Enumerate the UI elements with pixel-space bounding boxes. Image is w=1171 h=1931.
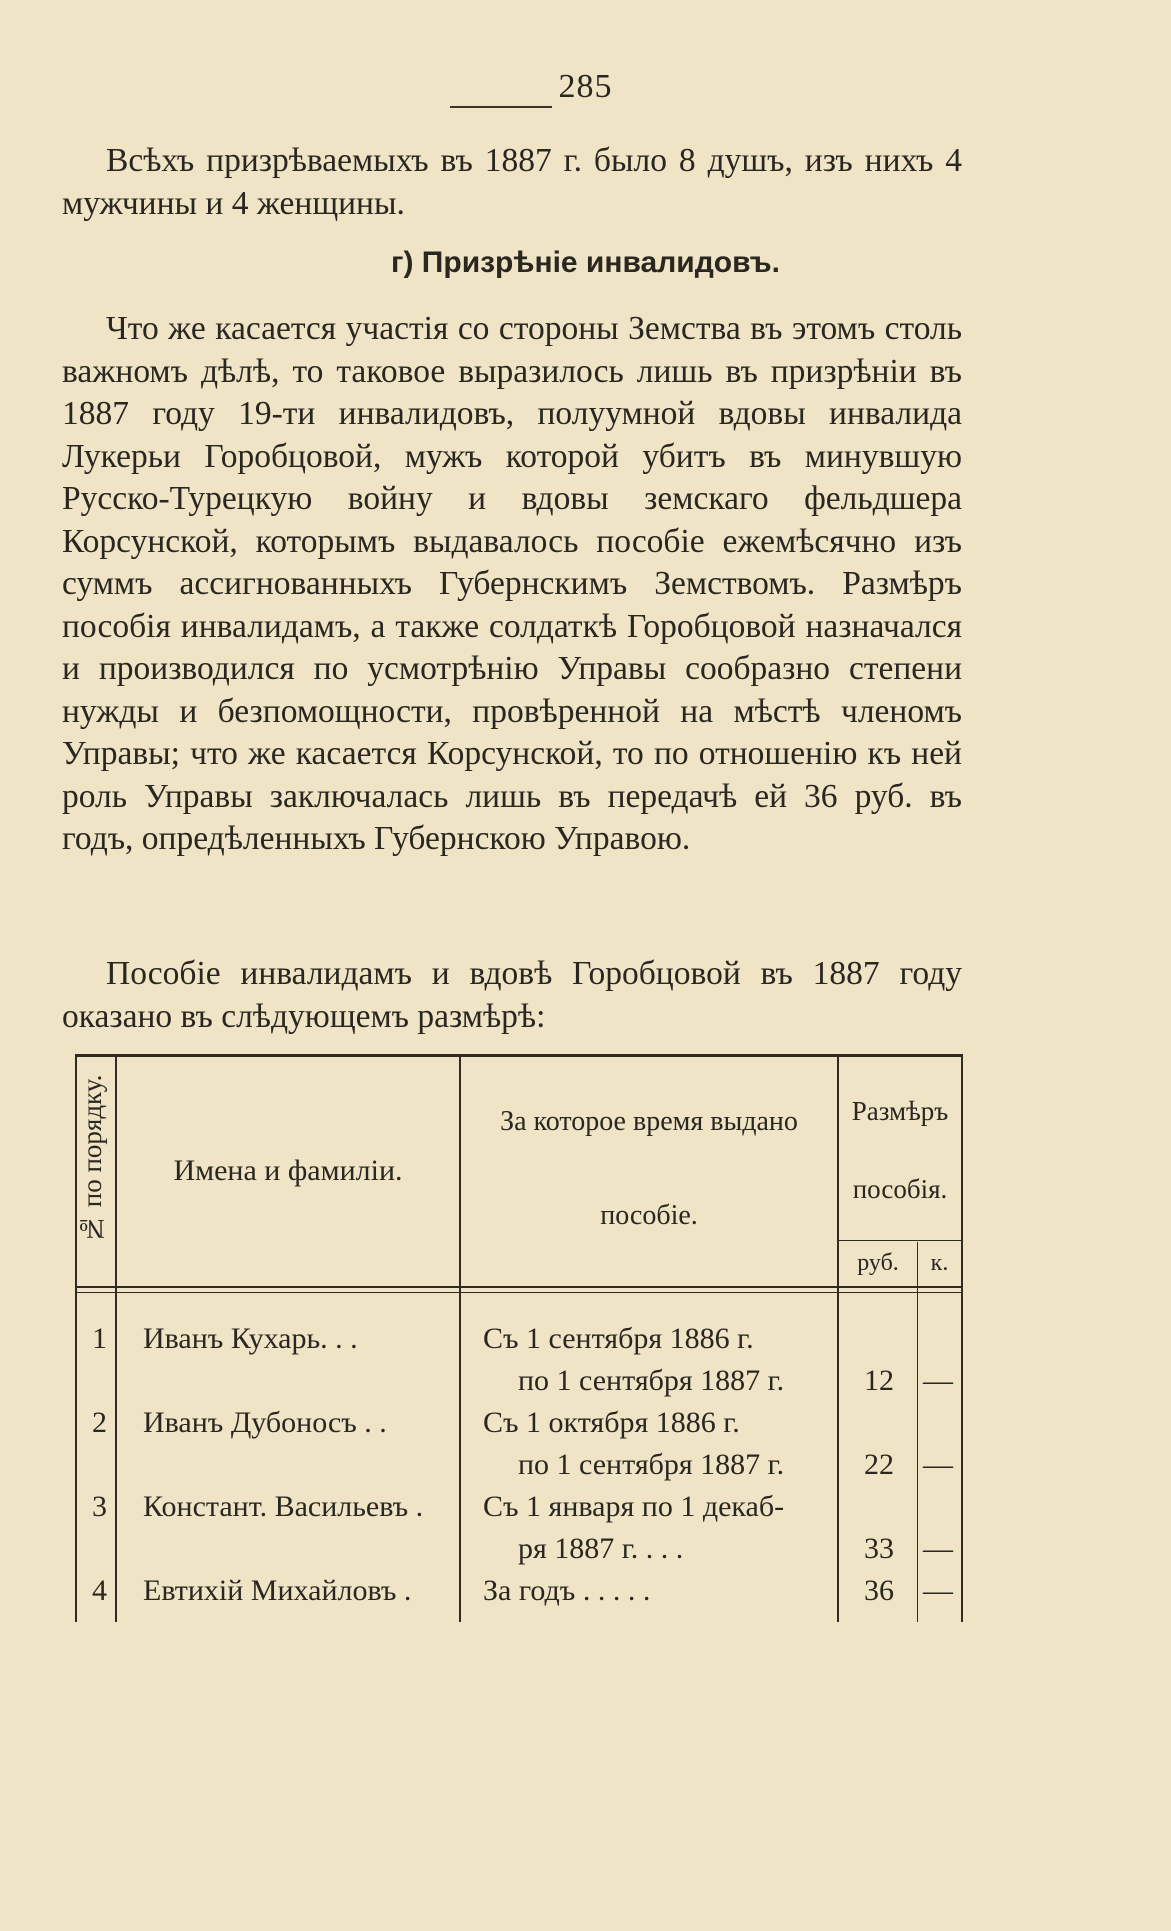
row-2-number: 2 (92, 1406, 107, 1439)
header-period-line2: пособіе. (600, 1200, 698, 1231)
row-3-kop: — (923, 1532, 953, 1565)
paragraph-inmates-count: Всѣхъ призрѣваемыхъ въ 1887 г. было 8 душъ, изъ нихъ 4 мужчины и 4 женщины. (62, 142, 962, 222)
table-top-rule (75, 1054, 963, 1057)
row-1-kop: — (923, 1364, 953, 1397)
header-amount-line2: пособія. (852, 1174, 948, 1204)
row-3-name: Констант. Васильевъ . (143, 1490, 424, 1523)
row-4-kop: — (923, 1574, 953, 1607)
row-1-name: Иванъ Кухарь. . . (143, 1322, 358, 1355)
row-1-period-line1: Съ 1 сентября 1886 г. (483, 1322, 754, 1355)
allowance-table (75, 1054, 963, 1624)
column-rule-1 (115, 1054, 117, 1622)
section-heading: г) Призрѣніе инвалидовъ. (390, 246, 780, 279)
header-period-line1: За которое время выдано (500, 1106, 798, 1137)
row-2-rub: 22 (864, 1448, 894, 1481)
row-1-number: 1 (92, 1322, 107, 1355)
row-4-number: 4 (92, 1574, 107, 1607)
row-3-number: 3 (92, 1490, 107, 1523)
header-rub: руб. (857, 1250, 899, 1276)
amount-subheader-rule (837, 1240, 963, 1241)
row-2-name: Иванъ Дубоносъ . . (143, 1406, 387, 1439)
row-2-period-line2: по 1 сентября 1887 г. (518, 1448, 785, 1481)
row-1-period-line2: по 1 сентября 1887 г. (518, 1364, 785, 1397)
table-header-rule (75, 1286, 963, 1288)
column-rule-2 (459, 1054, 461, 1622)
page-number: 285 (558, 68, 613, 105)
header-amount-line1: Размѣръ (851, 1096, 949, 1126)
row-4-name: Евтихій Михайловъ . (143, 1574, 412, 1607)
table-header-rule-2 (75, 1292, 963, 1293)
header-names: Имена и фамиліи. (173, 1154, 403, 1187)
table-right-rule (961, 1054, 963, 1622)
row-4-period-line1: За годъ . . . . . (483, 1574, 651, 1607)
page-number-rule (450, 106, 552, 108)
row-3-period-line1: Съ 1 января по 1 декаб- (483, 1490, 785, 1523)
row-1-rub: 12 (864, 1364, 894, 1397)
paragraph-allowance-intro: Пособіе инвалидамъ и вдовѣ Горобцовой въ 1887 году оказано въ слѣдующемъ размѣрѣ: (62, 955, 962, 1035)
header-number: № по порядку. (77, 1074, 107, 1244)
row-4-rub: 36 (864, 1574, 894, 1607)
row-3-period-line2: ря 1887 г. . . . (518, 1532, 684, 1565)
row-3-rub: 33 (864, 1532, 894, 1565)
row-2-period-line1: Съ 1 октября 1886 г. (483, 1406, 740, 1439)
paragraph-invalids-care: Что же касается участія со стороны Земства въ этомъ столь важномъ дѣлѣ, то таковое выразилось лишь въ призрѣніи въ 1887 году 19-ти инвалидовъ, полуумной вдовы инвалида Лукерьи Горобцовой, мужъ которой убитъ въ минувшую Русско-Турецкую войну и вдовы земскаго фельдшера Корсунской, которымъ выдавалось пособіе ежемѣсячно изъ суммъ ассигнованныхъ Губернскимъ Земствомъ. Размѣръ пособія инвалидамъ, а также солдаткѣ Горобцовой назначался и производился по усмотрѣнію Управы сообразно степени нужды и безпомощности, провѣренной на мѣстѣ членомъ Управы; что же касается Корсунской, то по отношенію къ ней роль Управы заключалась лишь въ передачѣ ей 36 руб. въ годъ, опредѣленныхъ Губернскою Управою. (62, 310, 962, 857)
header-kop: к. (930, 1250, 949, 1276)
row-2-kop: — (923, 1448, 953, 1481)
